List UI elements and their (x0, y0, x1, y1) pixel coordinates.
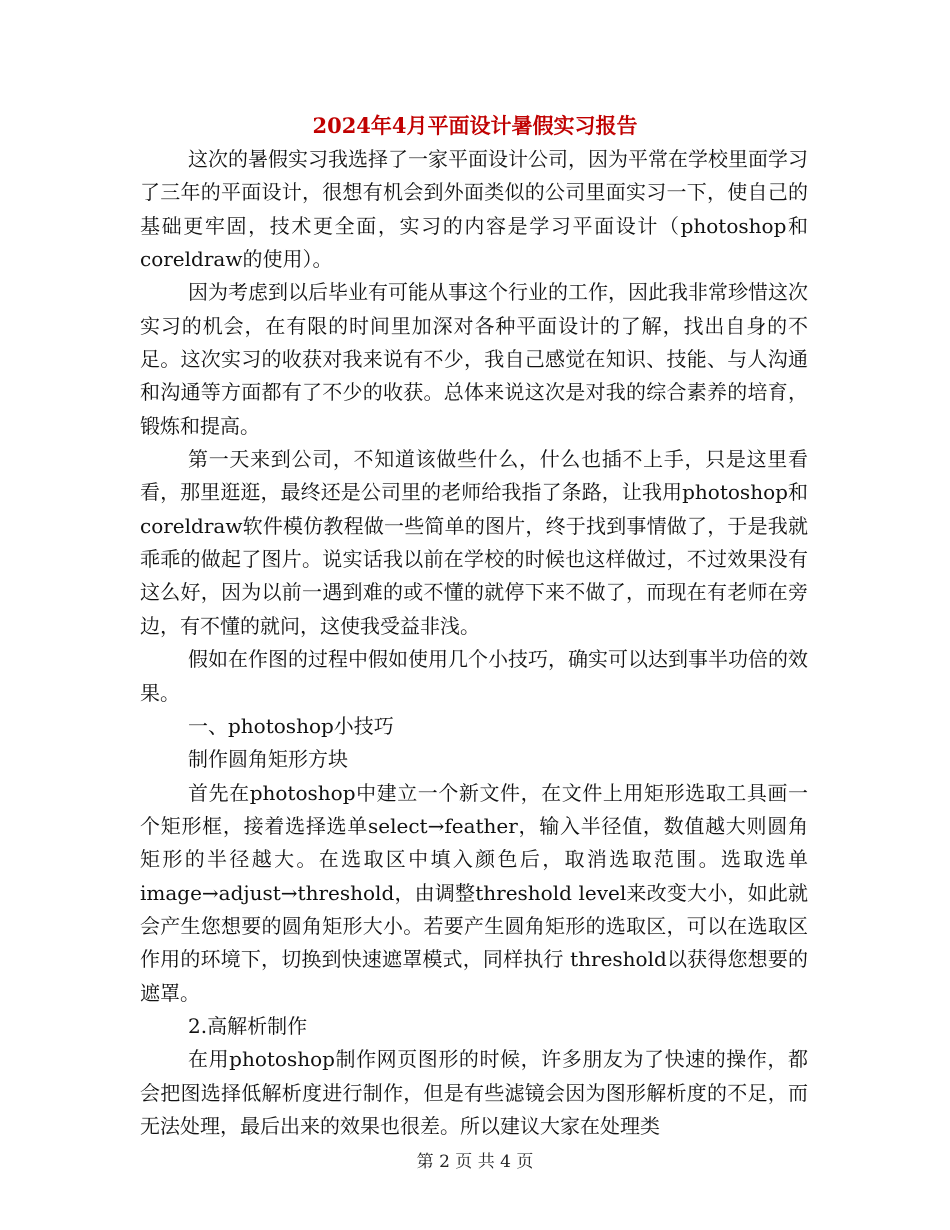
paragraph-intro: 这次的暑假实习我选择了一家平面设计公司，因为平常在学校里面学习了三年的平面设计，很想有机会到外面类似的公司里面实习一下，使自己的基础更牢固，技术更全面，实习的内容是学习平面设计（photoshop和coreldraw的使用）。 (140, 147, 808, 272)
paragraph-tips-intro: 假如在作图的过程中假如使用几个小技巧，确实可以达到事半功倍的效果。 (140, 647, 808, 705)
document-body (140, 143, 808, 1143)
page-number-footer: 第 2 页 共 4 页 (416, 1152, 534, 1172)
subheading-rounded-rectangle: 制作圆角矩形方块 (188, 747, 348, 772)
paragraph-motivation: 因为考虑到以后毕业有可能从事这个行业的工作，因此我非常珍惜这次实习的机会，在有限的时间里加深对各种平面设计的了解，找出自身的不足。这次实习的收获对我来说有不少，我自己感觉在知识、技能、与人沟通和沟通等方面都有了不少的收获。总体来说这次是对我的综合素养的培育，锻炼和提高。 (140, 280, 808, 438)
subheading-high-resolution: 2.高解析制作 (188, 1013, 308, 1038)
document-title: 2024年4月平面设计暑假实习报告 (312, 113, 638, 138)
paragraph-high-resolution: 在用photoshop制作网页图形的时候，许多朋友为了快速的操作，都会把图选择低解析度进行制作，但是有些滤镜会因为图形解析度的不足，而无法处理，最后出来的效果也很差。所以建议大家在处理类 (140, 1047, 808, 1138)
paragraph-rounded-rectangle: 首先在photoshop中建立一个新文件，在文件上用矩形选取工具画一个矩形框，接着选择选单select→feather，输入半径值，数值越大则圆角矩形的半径越大。在选取区中填入颜色后，取消选取范围。选取选单image→adjust→threshold，由调整threshold level来改变大小，如此就会产生您想要的圆角矩形大小。若要产生圆角矩形的选取区，可以在选取区作用的环境下，切换到快速遮罩模式，同样执行 threshold以获得您想要的遮罩。 (140, 780, 808, 1005)
section-heading-photoshop-tips: 一、photoshop小技巧 (188, 713, 394, 738)
paragraph-first-day: 第一天来到公司，不知道该做些什么，什么也插不上手，只是这里看看，那里逛逛，最终还是公司里的老师给我指了条路，让我用photoshop和coreldraw软件模仿教程做一些简单的图片，终于找到事情做了，于是我就乖乖的做起了图片。说实话我以前在学校的时候也这样做过，不过效果没有这么好，因为以前一遇到难的或不懂的就停下来不做了，而现在有老师在旁边，有不懂的就问，这使我受益非浅。 (140, 447, 808, 638)
